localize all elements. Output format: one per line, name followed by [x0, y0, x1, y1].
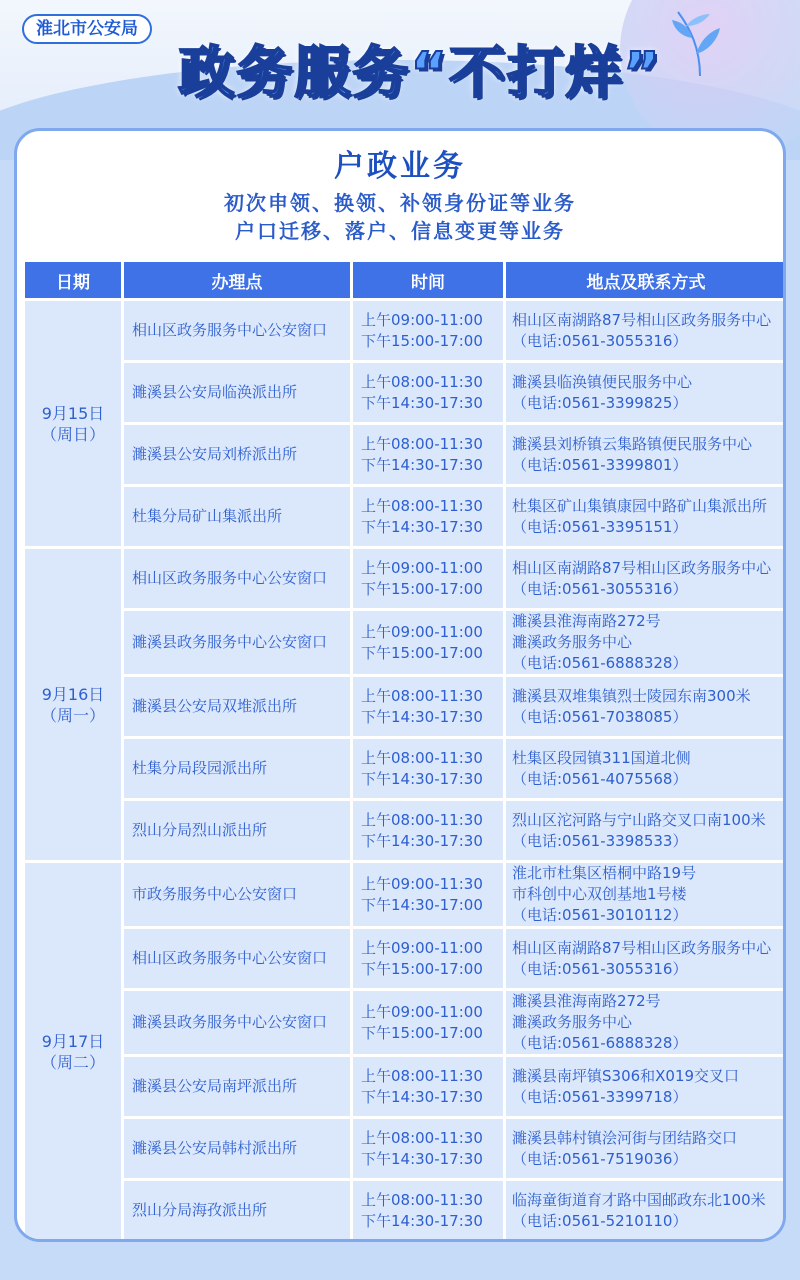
- place-cell: 杜集分局矿山集派出所: [124, 487, 350, 546]
- address-line: 濉溪县双堆集镇烈士陵园东南300米: [512, 686, 751, 705]
- table-header-row: [25, 262, 786, 298]
- address-cell: [506, 1057, 786, 1116]
- address-line: 淮北市杜集区梧桐中路19号: [512, 864, 697, 882]
- address-line: 濉溪政务服务中心: [512, 633, 633, 651]
- address-line: 濉溪县淮海南路272号: [512, 612, 661, 630]
- phone-line: （电话:0561-3055316）: [512, 331, 688, 350]
- time-cell: [353, 863, 503, 926]
- place-cell: 烈山分局烈山派出所: [124, 801, 350, 860]
- afternoon-hours: 下午14:30-17:30: [361, 1211, 483, 1230]
- time-cell: [353, 425, 503, 484]
- address-line: 杜集区矿山集镇康园中路矿山集派出所: [512, 496, 768, 515]
- banner-title: 政务服务“不打烊”: [178, 41, 662, 106]
- table-row: [25, 739, 786, 798]
- time-cell: [353, 739, 503, 798]
- address-line: 临海童街道育才路中国邮政东北100米: [512, 1190, 766, 1209]
- table-row: [25, 677, 786, 736]
- schedule-card: [14, 128, 786, 1242]
- address-cell: [506, 363, 786, 422]
- address-line: 濉溪县南坪镇S306和X019交叉口: [512, 1066, 740, 1085]
- morning-hours: 上午09:00-11:00: [361, 310, 483, 329]
- card-title: 户政业务: [334, 149, 466, 184]
- phone-line: （电话:0561-3398533）: [512, 831, 688, 850]
- weekday-label: （周日）: [40, 424, 105, 444]
- morning-hours: 上午08:00-11:30: [361, 434, 483, 453]
- table-row: [25, 1181, 786, 1240]
- card-subtitle-1: 初次申领、换领、补领身份证等业务: [224, 191, 576, 215]
- address-cell: [506, 801, 786, 860]
- morning-hours: 上午08:00-11:30: [361, 1066, 483, 1085]
- address-cell: [506, 739, 786, 798]
- morning-hours: 上午08:00-11:30: [361, 496, 483, 515]
- phone-line: （电话:0561-7519036）: [512, 1149, 688, 1168]
- time-cell: [353, 1057, 503, 1116]
- afternoon-hours: 下午14:30-17:30: [361, 455, 483, 474]
- column-header-address: 地点及联系方式: [506, 262, 786, 298]
- place-cell: 相山区政务服务中心公安窗口: [124, 929, 350, 988]
- table-row: [25, 363, 786, 422]
- address-line: 濉溪县淮海南路272号: [512, 992, 661, 1010]
- address-cell: [506, 487, 786, 546]
- phone-line: （电话:0561-3399718）: [512, 1087, 688, 1106]
- address-cell: [506, 1181, 786, 1240]
- table-row: [25, 425, 786, 484]
- table-row: [25, 991, 786, 1054]
- time-cell: [353, 611, 503, 674]
- phone-line: （电话:0561-7038085）: [512, 707, 688, 726]
- date-cell: [25, 301, 121, 546]
- address-line: 濉溪县刘桥镇云集路镇便民服务中心: [512, 434, 753, 453]
- place-cell: 相山区政务服务中心公安窗口: [124, 301, 350, 360]
- address-line: 濉溪县韩村镇浍河街与团结路交口: [512, 1128, 738, 1147]
- organization-tag: 淮北市公安局: [22, 14, 152, 44]
- column-header-date: 日期: [25, 262, 121, 298]
- weekday-label: （周一）: [40, 705, 105, 725]
- morning-hours: 上午08:00-11:30: [361, 1128, 483, 1147]
- afternoon-hours: 下午15:00-17:00: [361, 1023, 483, 1042]
- address-cell: [506, 1119, 786, 1178]
- time-cell: [353, 801, 503, 860]
- afternoon-hours: 下午14:30-17:30: [361, 517, 483, 536]
- phone-line: （电话:0561-3399825）: [512, 393, 688, 412]
- address-cell: [506, 991, 786, 1054]
- address-cell: [506, 677, 786, 736]
- time-cell: [353, 363, 503, 422]
- table-row: [25, 929, 786, 988]
- time-cell: [353, 1119, 503, 1178]
- phone-line: （电话:0561-4075568）: [512, 769, 688, 788]
- address-line: 相山区南湖路87号相山区政务服务中心: [512, 938, 772, 957]
- address-cell: [506, 929, 786, 988]
- afternoon-hours: 下午14:30-17:30: [361, 707, 483, 726]
- date-cell: [25, 549, 121, 860]
- morning-hours: 上午09:00-11:00: [361, 558, 483, 577]
- place-cell: 濉溪县公安局韩村派出所: [124, 1119, 350, 1178]
- table-row: [25, 549, 786, 608]
- phone-line: （电话:0561-3399801）: [512, 455, 688, 474]
- time-cell: [353, 677, 503, 736]
- address-cell: [506, 301, 786, 360]
- place-cell: 相山区政务服务中心公安窗口: [124, 549, 350, 608]
- afternoon-hours: 下午14:30-17:00: [361, 895, 483, 914]
- time-cell: [353, 487, 503, 546]
- address-line: 相山区南湖路87号相山区政务服务中心: [512, 558, 772, 577]
- weekday-label: （周二）: [40, 1052, 105, 1072]
- address-line: 杜集区段园镇311国道北侧: [512, 748, 691, 767]
- afternoon-hours: 下午15:00-17:00: [361, 959, 483, 978]
- place-cell: 烈山分局海孜派出所: [124, 1181, 350, 1240]
- time-cell: [353, 549, 503, 608]
- phone-line: （电话:0561-3010112）: [512, 906, 688, 924]
- time-cell: [353, 301, 503, 360]
- morning-hours: 上午09:00-11:00: [361, 938, 483, 957]
- morning-hours: 上午08:00-11:30: [361, 810, 483, 829]
- afternoon-hours: 下午15:00-17:00: [361, 331, 483, 350]
- address-line: 相山区南湖路87号相山区政务服务中心: [512, 310, 772, 329]
- place-cell: 濉溪县政务服务中心公安窗口: [124, 611, 350, 674]
- phone-line: （电话:0561-3395151）: [512, 517, 688, 536]
- morning-hours: 上午08:00-11:30: [361, 748, 483, 767]
- table-body: [25, 301, 786, 1240]
- morning-hours: 上午09:00-11:00: [361, 1002, 483, 1021]
- phone-line: （电话:0561-3055316）: [512, 579, 688, 598]
- afternoon-hours: 下午14:30-17:30: [361, 831, 483, 850]
- time-cell: [353, 1181, 503, 1240]
- card-header: [17, 131, 783, 259]
- address-cell: [506, 425, 786, 484]
- address-cell: [506, 549, 786, 608]
- table-row: [25, 611, 786, 674]
- place-cell: 濉溪县公安局刘桥派出所: [124, 425, 350, 484]
- column-header-time: 时间: [353, 262, 503, 298]
- afternoon-hours: 下午15:00-17:00: [361, 579, 483, 598]
- place-cell: 杜集分局段园派出所: [124, 739, 350, 798]
- table-row: [25, 801, 786, 860]
- phone-line: （电话:0561-3055316）: [512, 959, 688, 978]
- address-line: 濉溪政务服务中心: [512, 1013, 633, 1031]
- morning-hours: 上午08:00-11:30: [361, 1190, 483, 1209]
- address-line: 市科创中心双创基地1号楼: [512, 885, 687, 903]
- column-header-place: 办理点: [124, 262, 350, 298]
- address-line: 烈山区沱河路与宁山路交叉口南100米: [512, 810, 766, 829]
- place-cell: 市政务服务中心公安窗口: [124, 863, 350, 926]
- card-subtitle-2: 户口迁移、落户、信息变更等业务: [235, 219, 565, 243]
- time-cell: [353, 929, 503, 988]
- date-cell: [25, 863, 121, 1240]
- afternoon-hours: 下午14:30-17:30: [361, 1149, 483, 1168]
- morning-hours: 上午09:00-11:00: [361, 622, 483, 641]
- afternoon-hours: 下午14:30-17:30: [361, 1087, 483, 1106]
- date-label: 9月15日: [41, 403, 105, 423]
- table-row: [25, 487, 786, 546]
- afternoon-hours: 下午15:00-17:00: [361, 643, 483, 662]
- schedule-table: [22, 259, 786, 1242]
- phone-line: （电话:0561-5210110）: [512, 1211, 688, 1230]
- table-row: [25, 301, 786, 360]
- place-cell: 濉溪县政务服务中心公安窗口: [124, 991, 350, 1054]
- place-cell: 濉溪县公安局双堆派出所: [124, 677, 350, 736]
- date-label: 9月16日: [41, 684, 105, 704]
- address-cell: [506, 863, 786, 926]
- afternoon-hours: 下午14:30-17:30: [361, 769, 483, 788]
- phone-line: （电话:0561-6888328）: [512, 654, 688, 672]
- morning-hours: 上午09:00-11:30: [361, 874, 483, 893]
- morning-hours: 上午08:00-11:30: [361, 372, 483, 391]
- address-cell: [506, 611, 786, 674]
- place-cell: 濉溪县公安局南坪派出所: [124, 1057, 350, 1116]
- table-row: [25, 1119, 786, 1178]
- table-row: [25, 1057, 786, 1116]
- table-row: [25, 863, 786, 926]
- phone-line: （电话:0561-6888328）: [512, 1034, 688, 1052]
- place-cell: 濉溪县公安局临涣派出所: [124, 363, 350, 422]
- date-label: 9月17日: [41, 1031, 105, 1051]
- afternoon-hours: 下午14:30-17:30: [361, 393, 483, 412]
- morning-hours: 上午08:00-11:30: [361, 686, 483, 705]
- address-line: 濉溪县临涣镇便民服务中心: [512, 372, 693, 391]
- time-cell: [353, 991, 503, 1054]
